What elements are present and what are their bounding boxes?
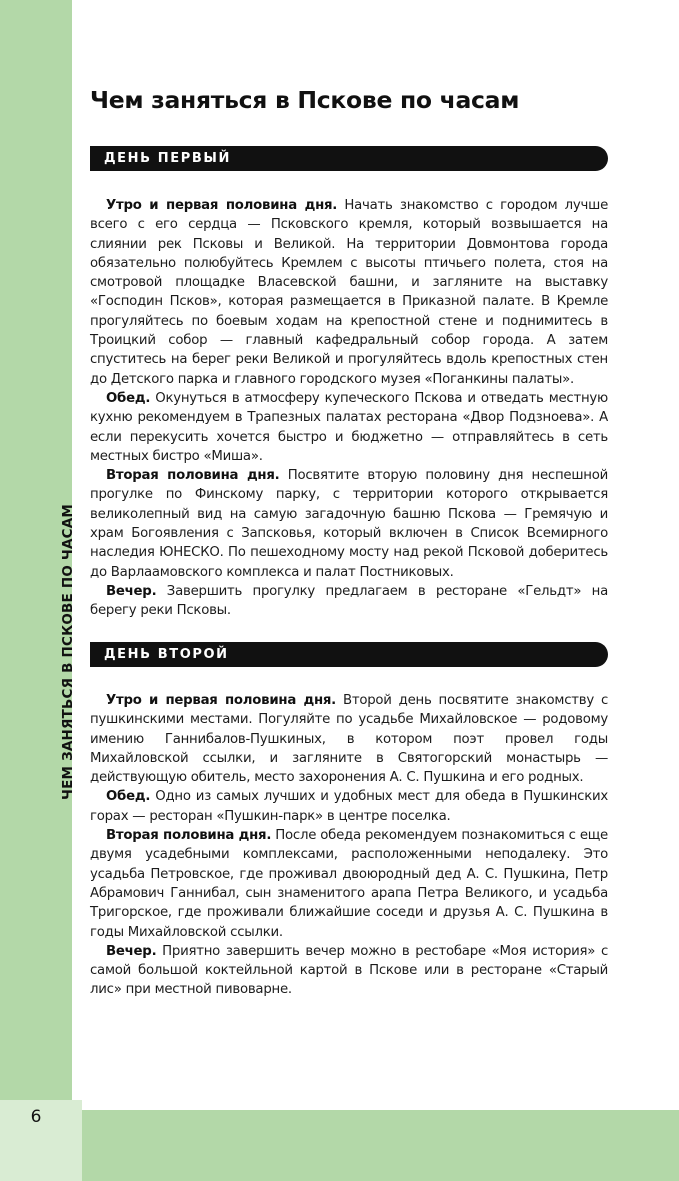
day-two-paragraph: Утро и первая половина дня. Второй день посвятите знакомству с пушкинскими местами. Погуляйте по усадьбе Михайловское — родовому имению Ганнибалов-Пушкиных, в котором поэт провел годы Михайловской ссылки, и загляните в Святогорский монастырь — действующую обитель, место захоронения А. С. Пушкина и его родных. (90, 693, 608, 786)
day-one-paragraph: Вечер. Завершить прогулку предлагаем в ресторане «Гельдт» на берегу реки Псковы. (90, 583, 608, 619)
page-number: 6 (30, 1107, 42, 1127)
day-two-paragraph: Вторая половина дня. После обеда рекомендуем познакомиться с еще двумя усадебными комплексами, расположенными неподалеку. Это усадьба Петровское, где проживал двоюродный дед А. С. Пушкина, Петр Абрамович Ганнибал, сын знаменитого арапа Петра Великого, и усадьба Тригорское, где проживали ближайшие соседи и друзья А. С. Пушкина в годы Михайловской ссылки. (90, 828, 608, 940)
day-two-paragraph: Вечер. Приятно завершить вечер можно в рестобаре «Моя история» с самой большой коктейльной картой в Пскове или в ресторане «Старый лис» при местной пивоварне. (90, 943, 608, 998)
day-one-text (90, 196, 608, 621)
bottom-band (82, 1110, 679, 1181)
day-one-heading: ДЕНЬ ПЕРВЫЙ (90, 146, 608, 171)
day-two-heading: ДЕНЬ ВТОРОЙ (90, 642, 608, 667)
page-title: Чем заняться в Пскове по часам (90, 86, 520, 114)
day-one-paragraph: Утро и первая половина дня. Начать знакомство с городом лучше всего с его сердца — Псковского кремля, который возвышается на слиянии рек Псковы и Великой. На территории Довмонтова города обязательно полюбуйтесь Кремлем с высоты птичьего полета, стоя на смотровой площадке Власевской башни, и загляните на выставку «Господин Псков», которая размещается в Приказной палате. В Кремле прогуляйтесь по боевым ходам на крепостной стене и поднимитесь в Троицкий собор — главный кафедральный собор города. А затем спуститесь на берег реки Великой и прогуляйтесь вдоль крепостных стен до Детского парка и главного городского музея «Поганкины палаты». (90, 198, 608, 387)
day-two-text (90, 691, 608, 1000)
day-one-paragraph: Вторая половина дня. Посвятите вторую половину дня неспешной прогулке по Финскому парку, с территории которого открывается великолепный вид на самую загадочную башню Пскова — Гремячую и храм Богоявления с Запсковья, который включен в Список Всемирного наследия ЮНЕСКО. По пешеходному мосту над рекой Псковой доберитесь до Варлаамовского комплекса и палат Постниковых. (90, 468, 608, 580)
running-head-vertical: ЧЕМ ЗАНЯТЬСЯ В ПСКОВЕ ПО ЧАСАМ (60, 503, 76, 800)
day-one-paragraph: Обед. Окунуться в атмосферу купеческого Пскова и отведать местную кухню рекомендуем в Трапезных палатах ресторана «Двор Подзноева». А если перекусить хочется быстро и бюджетно — отправляйтесь в сеть местных бистро «Миша». (90, 390, 608, 464)
day-two-paragraph: Обед. Одно из самых лучших и удобных мест для обеда в Пушкинских горах — ресторан «Пушкин-парк» в центре поселка. (90, 789, 608, 824)
